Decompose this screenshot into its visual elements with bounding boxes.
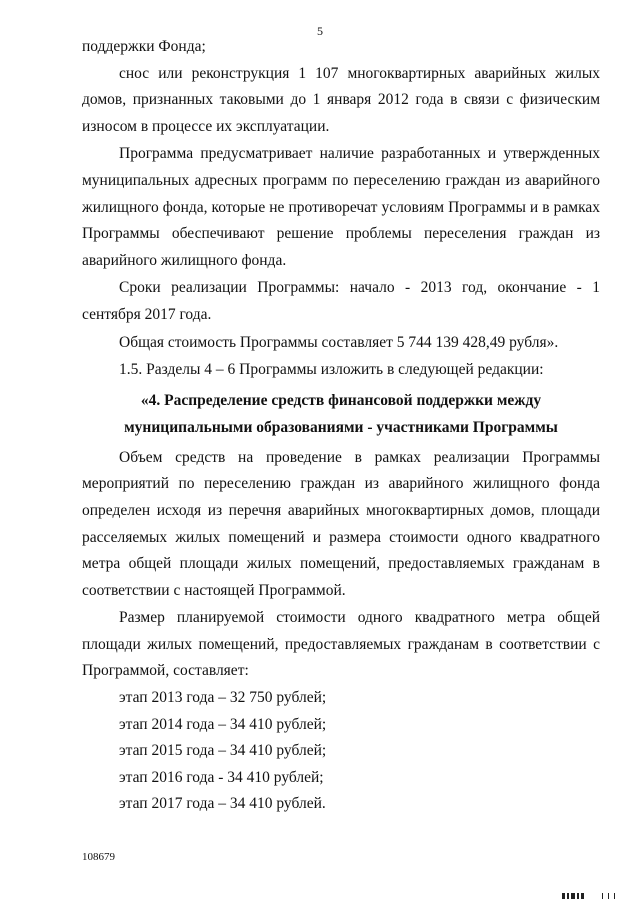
stage-item: этап 2014 года – 34 410 рублей; <box>119 715 327 733</box>
paragraph-funding-volume: Объем средств на проведение в рамках реализации Программы мероприятий по переселению граждан из аварийного жилищного фонда определен исходя из перечня аварийных многоквартирных домов, площади расселяемых жилых помещений и размера стоимости одного квадратного метра общей площади жилых помещений, предоставляемых гражданам в соответствии с настоящей Программой. <box>82 448 600 599</box>
paragraph-continuation: поддержки Фонда; <box>82 38 206 55</box>
page-number: 5 <box>317 24 323 38</box>
section-heading: «4. Распределение средств финансовой поддержки между муниципальными образованиями - участниками Программы <box>124 391 558 436</box>
stage-item: этап 2017 года – 34 410 рублей. <box>119 795 326 813</box>
paragraph-program-provisions: Программа предусматривает наличие разработанных и утвержденных муниципальных адресных программ по переселению граждан из аварийного жилищного фонда, которые не противоречат условиям Программы и в рамках Программы обеспечивают решение проблемы переселения граждан из аварийного жилищного фонда. <box>82 145 600 269</box>
paragraph-cost-per-meter: Размер планируемой стоимости одного квадратного метра общей площади жилых помещений, предоставляемых гражданам в соответствии с Программой, составляет: <box>82 609 600 680</box>
stage-item: этап 2015 года – 34 410 рублей; <box>119 742 327 760</box>
scan-barcode-mark <box>562 893 622 899</box>
paragraph-demolition: снос или реконструкция 1 107 многоквартирных аварийных жилых домов, признанных таковыми до 1 января 2012 года в связи с физическим износом в процессе их эксплуатации. <box>82 64 600 135</box>
paragraph-program-cost: Общая стоимость Программы составляет 5 744 139 428,49 рубля». <box>119 333 559 351</box>
stage-item: этап 2016 года - 34 410 рублей; <box>119 768 324 786</box>
stage-cost-list <box>82 685 600 818</box>
document-code: 108679 <box>82 851 115 863</box>
stage-item: этап 2013 года – 32 750 рублей; <box>119 689 327 707</box>
paragraph-amendment: 1.5. Разделы 4 – 6 Программы изложить в следующей редакции: <box>119 361 544 379</box>
document-body <box>82 34 600 818</box>
paragraph-program-terms: Сроки реализации Программы: начало - 2013 год, окончание - 1 сентября 2017 года. <box>82 279 600 323</box>
